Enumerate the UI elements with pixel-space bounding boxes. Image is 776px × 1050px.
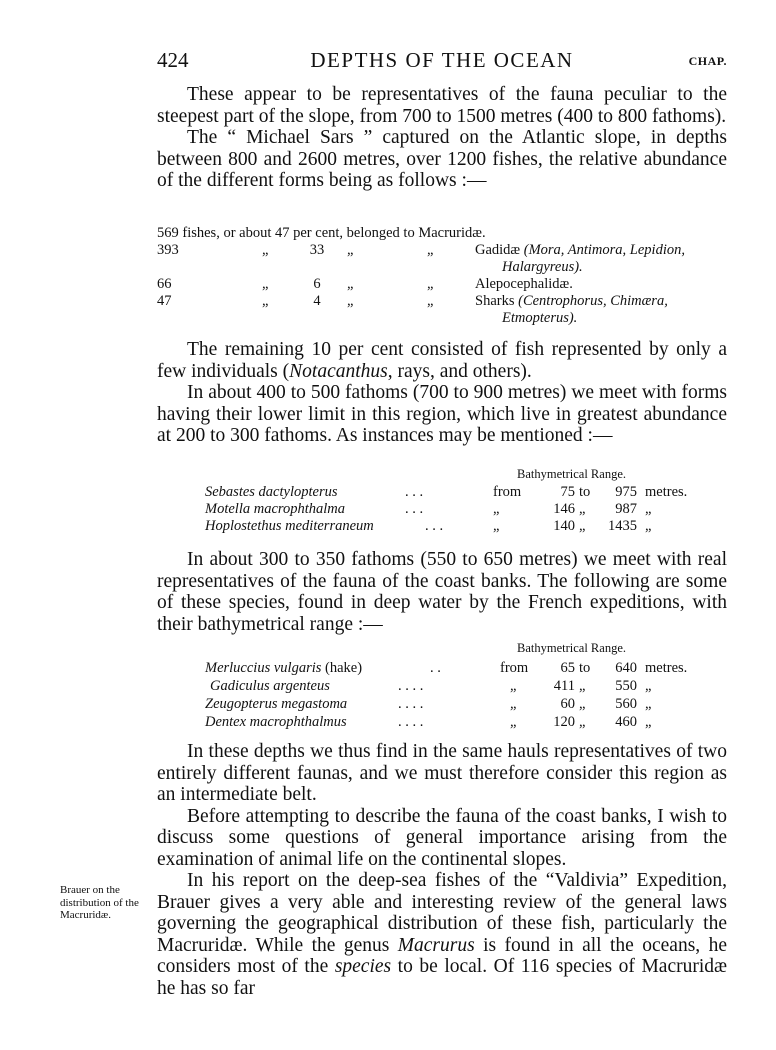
paragraph: These appear to be representatives of the fauna peculiar to the steepest part of the slope, from 700 to 1500 metres (400 to 800 fathoms). [157,84,727,127]
table-row [205,678,685,695]
species-text: Sebastes dactylopterus [205,484,338,500]
range-to: 1435 [608,518,637,534]
species-text: Dentex macrophthalmus [205,714,347,730]
abundance-row [157,242,732,276]
margin-note: Brauer on the distribution of the Macruridæ. [60,884,139,921]
paragraph: Before attempting to describe the fauna of the coast banks, I wish to discuss some questions of general importance arising from the examination of animal life on the continental slopes. [157,805,727,870]
range-prefix: „ [493,501,500,517]
range-prefix: „ [493,518,500,534]
range-from: 60 [560,696,575,712]
table-heading: Bathymetrical Range. [517,467,626,481]
range-from: 411 [553,678,575,694]
leader-dots: . . . . [398,696,424,712]
text-run: In his report on the deep-sea fishes of the “Valdivia” Expedition, Brauer gives a very able and interesting review of the general laws governing the geographical distribution of these fish, particularly the Macruridæ. While the genus [157,870,727,956]
range-mid: to [579,484,591,500]
table-row [205,501,685,518]
ditto-mark: „ [347,276,354,292]
range-unit: „ [645,714,652,730]
genera-list-cont: Halargyreus). [502,259,583,275]
percent: 6 [313,276,321,292]
leader-dots: . . . . [398,714,424,730]
species-name [205,501,345,518]
ditto-mark: „ [347,242,354,258]
chapter-label: CHAP. [688,54,727,68]
emphasis: species [334,956,392,977]
ditto-mark: „ [262,276,269,292]
table-row [205,714,685,731]
paragraph [157,339,727,382]
paragraph: In these depths we thus find in the same hauls representatives of two entirely different faunas, and we must therefore consider this region as an intermediate belt. [157,741,727,805]
genus-name: Notacanthus [289,360,388,382]
range-to: 460 [615,714,637,730]
range-unit: „ [645,501,652,517]
paragraph: In about 400 to 500 fathoms (700 to 900 metres) we meet with forms having their lower limit in this region, which live in greatest abundance at 200 to 300 fathoms. As instances may be mentioned :— [157,382,727,446]
species-text: Motella macrophthalma [205,501,346,517]
range-unit: „ [645,696,652,712]
ditto-mark: „ [347,293,354,309]
text-block-1 [157,84,727,192]
genus-name: Macrurus [397,934,475,956]
table-row [205,660,688,677]
abundance-first-line: 569 fishes, or about 47 per cent, belonged to Macruridæ. [157,225,486,241]
range-from: 146 [553,501,575,517]
leader-dots: . . . [405,501,424,517]
range-mid: „ [579,678,586,694]
range-to: 550 [615,678,637,694]
range-from: 140 [553,518,575,534]
genera-list-cont: Etmopterus). [502,310,578,326]
fish-count: 47 [157,293,172,309]
range-prefix: „ [510,714,517,730]
genera-list: (Centrophorus, Chimæra, [518,293,668,309]
range-to: 560 [615,696,637,712]
range-to: 987 [615,501,637,517]
text-block-2 [157,339,727,447]
range-unit: metres. [645,484,688,500]
fish-count: 393 [157,242,179,258]
range-mid: „ [579,714,586,730]
range-mid: „ [579,518,586,534]
running-title: DEPTHS OF THE OCEAN [310,48,574,72]
range-prefix: „ [510,678,517,694]
common-name: (hake) [321,660,363,676]
paragraph: The “ Michael Sars ” captured on the Atlantic slope, in depths between 800 and 2600 metres, over 1200 fishes, the relative abundance of the different forms being as follows :— [157,127,727,191]
leader-dots: . . [430,660,441,676]
abundance-table [157,225,732,327]
family-cell [475,242,732,259]
range-prefix: from [493,484,522,500]
range-mid: „ [579,696,586,712]
species-name [205,696,347,713]
text-run: is found in all the oceans, he considers most of the [157,934,727,977]
text-block-3 [157,549,727,635]
species-text: Merluccius vulgaris [205,660,322,676]
ditto-mark: „ [427,242,434,258]
ditto-mark: „ [427,293,434,309]
table-row [205,518,685,535]
text-run: to be local. Of 116 species of Macruridæ he has so far [157,956,728,999]
leader-dots: . . . [405,484,424,500]
text-block-4 [157,741,727,999]
range-mid: to [579,660,591,676]
species-text: Hoplostethus mediterraneum [205,518,374,534]
range-unit: „ [645,678,652,694]
range-unit: metres. [645,660,688,676]
text-run: The remaining 10 per cent consisted of fish represented by only a few individuals ( [157,339,727,382]
genera-list: (Mora, Antimora, Lepidion, [523,242,685,258]
family-cell [475,293,732,310]
range-prefix: from [500,660,529,676]
range-to: 975 [615,484,637,500]
ditto-mark: „ [262,242,269,258]
range-unit: „ [645,518,652,534]
fish-count: 66 [157,276,172,292]
page-header [157,48,727,78]
leader-dots: . . . [425,518,444,534]
species-name [205,518,374,535]
range-from: 120 [553,714,575,730]
species-name [205,484,338,501]
family-name: Alepocephalidæ. [475,276,573,292]
range-prefix: „ [510,696,517,712]
page-number: 424 [157,48,189,72]
ditto-mark: „ [262,293,269,309]
table-row [205,696,685,713]
abundance-row [157,293,732,327]
family-name: Sharks [475,293,515,309]
percent: 33 [309,242,325,258]
ditto-mark: „ [427,276,434,292]
percent: 4 [313,293,321,309]
species-name [205,714,347,731]
family-cell [475,276,732,293]
paragraph [157,870,727,999]
leader-dots: . . . . [398,678,424,694]
family-name: Gadidæ [475,242,521,258]
table-heading: Bathymetrical Range. [517,641,626,655]
paragraph: In about 300 to 350 fathoms (550 to 650 metres) we meet with real representatives of the fauna of the coast banks. The following are some of these species, found in deep water by the French expeditions, with their bathymetrical range :— [157,549,727,635]
table-row [205,484,688,501]
text-run: , rays, and others). [387,360,532,382]
species-text: Gadiculus argenteus [210,678,330,694]
species-text: Zeugopterus megastoma [205,696,348,712]
species-name [205,660,362,677]
range-from: 65 [560,660,575,676]
range-mid: „ [579,501,586,517]
range-to: 640 [615,660,637,676]
species-name [210,678,330,695]
abundance-row [157,225,732,242]
range-from: 75 [560,484,575,500]
abundance-row [157,276,732,293]
